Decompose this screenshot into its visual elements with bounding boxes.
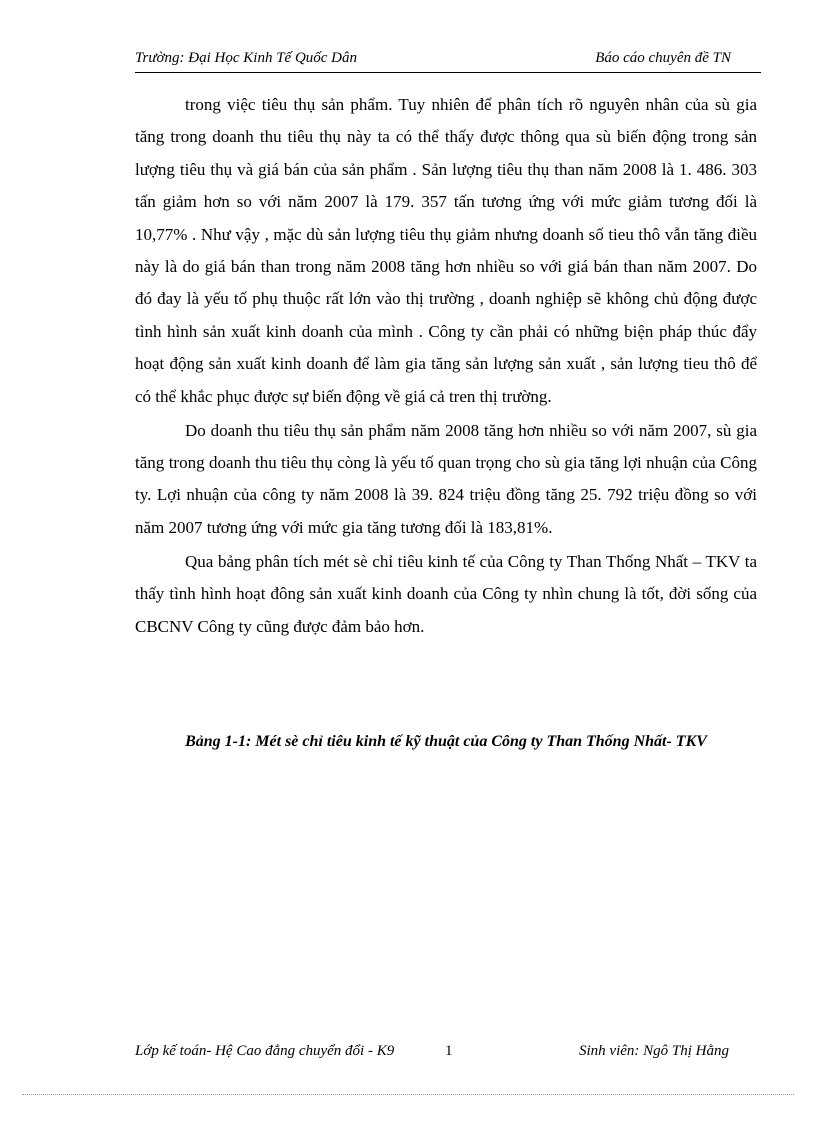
table-caption: Bảng 1-1: Mét sè chỉ tiêu kinh tế kỹ thuật của Công ty Than Thống Nhất- TKV <box>185 733 707 750</box>
page-number: 1 <box>445 1043 453 1059</box>
body-text <box>135 89 757 643</box>
page-header <box>135 50 761 73</box>
header-school: Trường: Đại Học Kinh Tế Quốc Dân <box>135 50 358 66</box>
paragraph: Qua bảng phân tích mét sè chỉ tiêu kinh tế của Công ty Than Thống Nhất – TKV ta thấy tình hình hoạt đông sản xuất kinh doanh của Công ty nhìn chung là tốt, đời sống của CBCNV Công ty cũng được đảm bảo hơn. <box>135 551 757 636</box>
paragraph: Do doanh thu tiêu thụ sản phẩm năm 2008 tăng hơn nhiều so với năm 2007, sù gia tăng trong doanh thu tiêu thụ còng là yếu tố quan trọng cho sù gia tăng lợi nhuận của Công ty. Lợi nhuận của công ty năm 2008 là 39. 824 triệu đồng tăng 25. 792 triệu đồng so với năm 2007 tương ứng với mức gia tăng tương đối là 183,81%. <box>135 420 757 537</box>
paragraph: trong việc tiêu thụ sản phẩm. Tuy nhiên để phân tích rõ nguyên nhân của sù gia tăng trong doanh thu tiêu thụ này ta có thể thấy được thông qua sù biến động trong sản lượng tiêu thụ và giá bán của sản phẩm . Sản lượng tiêu thụ than năm 2008 là 1. 486. 303 tấn giảm hơn so với năm 2007 là 179. 357 tấn tương ứng với mức giảm tương đối là 10,77% . Như vậy , mặc dù sản lượng tiêu thụ giảm nhưng doanh số tieu thô vẫn tăng điều này là do giá bán than trong năm 2008 tăng hơn nhiều so với giá bán than năm 2007. Do đó đay là yếu tố phụ thuộc rất lớn vào thị trường , doanh nghiệp sẽ không chủ động được tình hình sản xuất kinh doanh của mình . Công ty cần phải có những biện pháp thúc đẩy hoạt động sản xuất kinh doanh để làm gia tăng sản lượng sản xuất , sản lượng tieu thô để có thể khắc phục được sự biến động về giá cả tren thị trường. <box>135 95 757 406</box>
footer-class: Lớp kế toán- Hệ Cao đẳng chuyển đổi - K9 <box>135 1043 395 1059</box>
page-boundary-divider <box>22 1094 794 1095</box>
footer-student: Sinh viên: Ngô Thị Hằng <box>579 1043 729 1059</box>
header-report-title: Báo cáo chuyên đề TN <box>595 50 731 66</box>
